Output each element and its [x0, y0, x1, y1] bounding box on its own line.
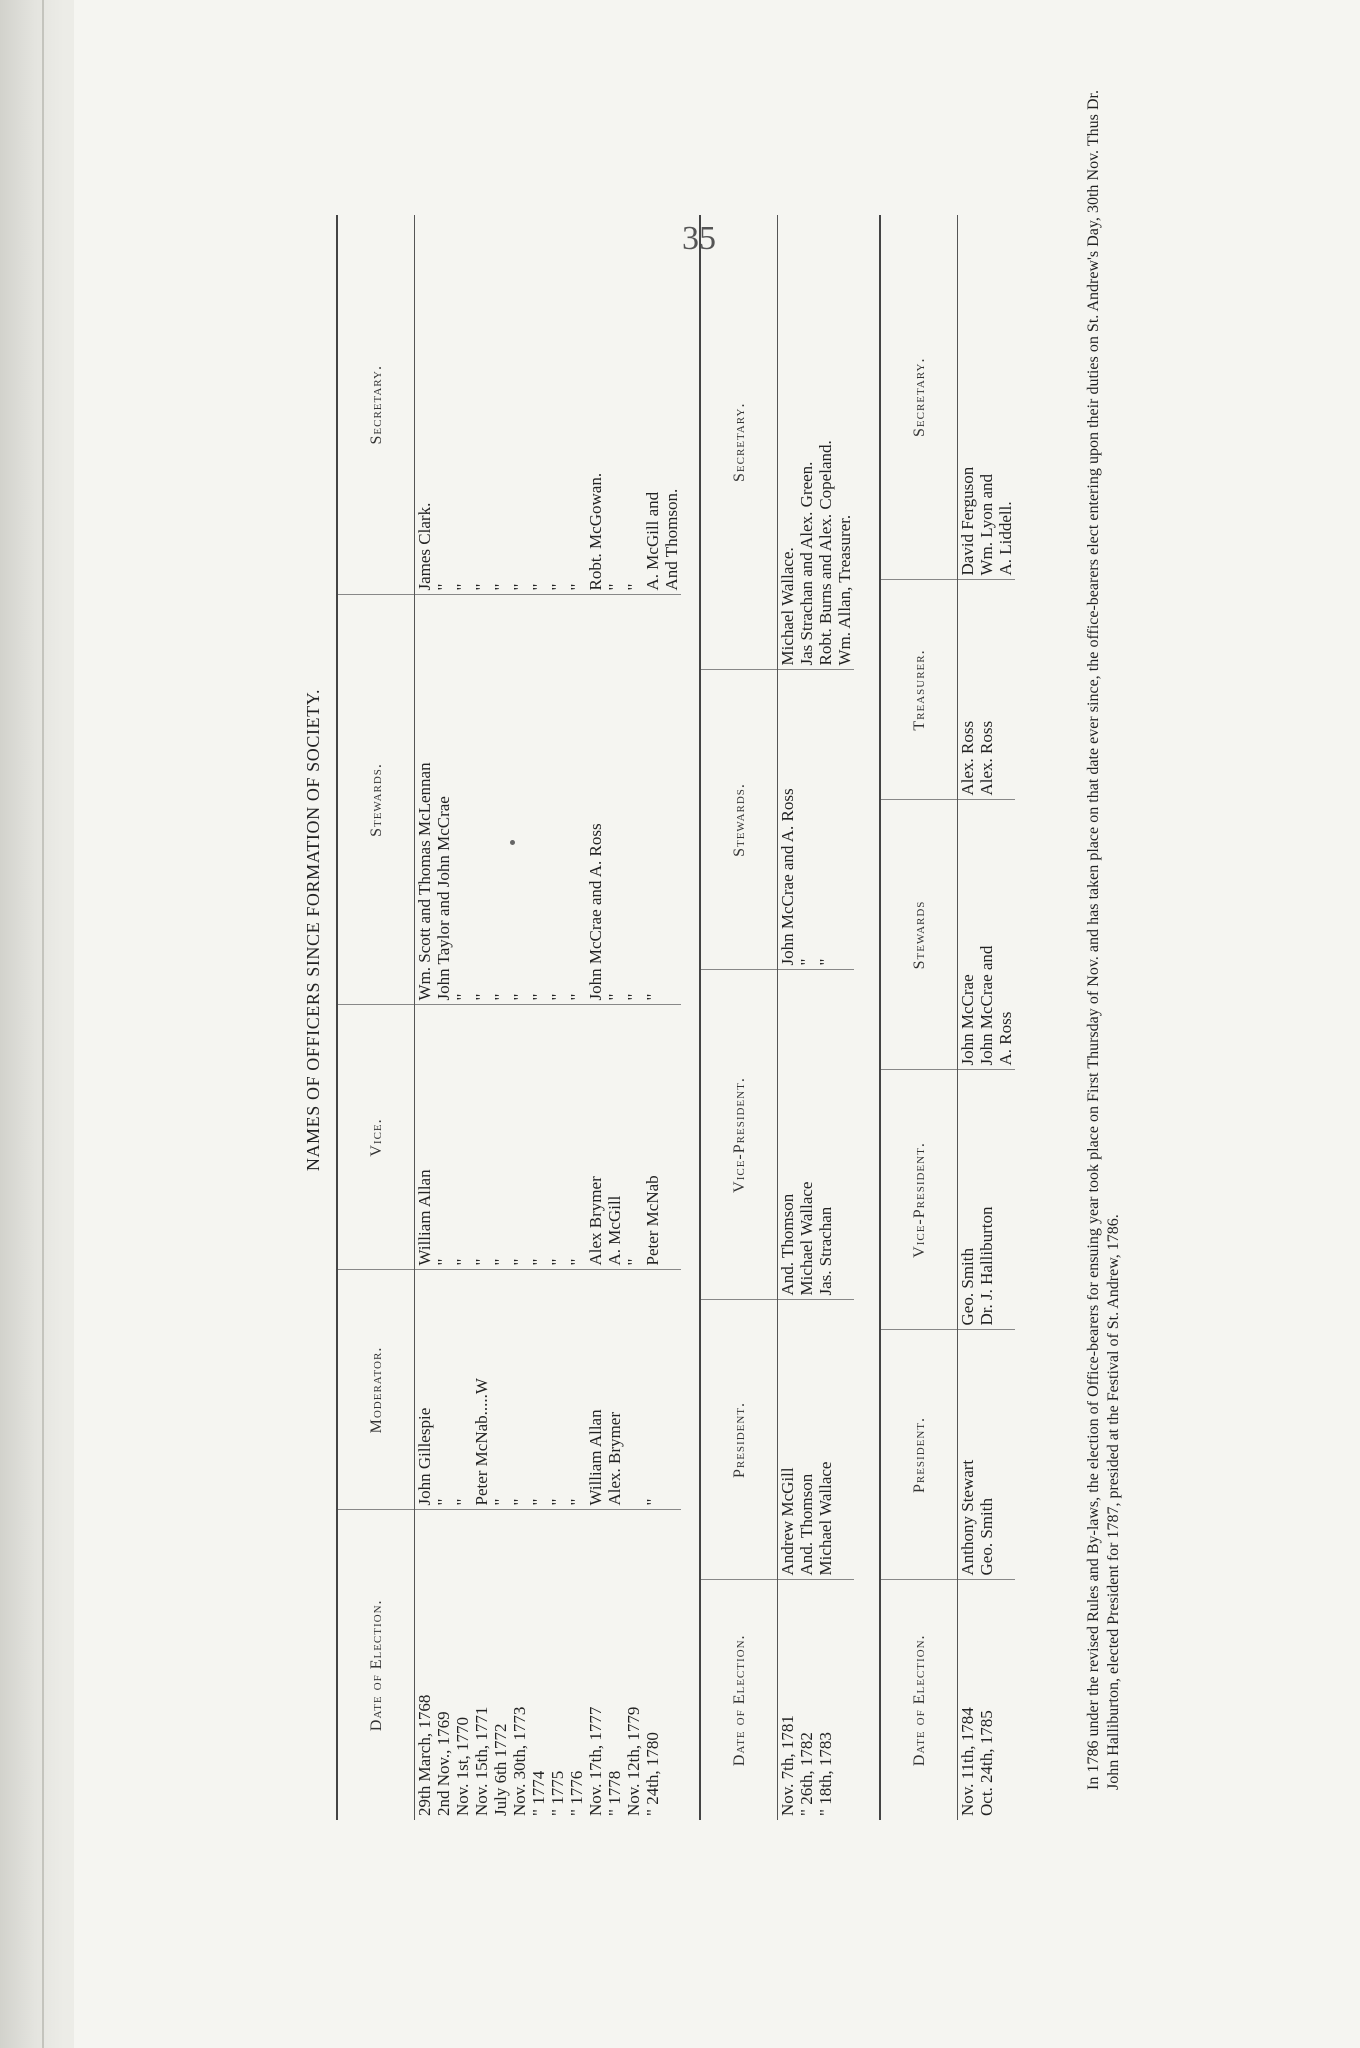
table-cell: Nov. 30th, 1773: [510, 1706, 529, 1816]
table-row: [415, 215, 435, 1820]
table-row: [586, 215, 605, 1820]
table-cell: And Thomson.: [662, 215, 681, 595]
table-cell: ": [567, 595, 586, 1005]
officers-table-1768-1780: [336, 215, 681, 1820]
table-cell: John Taylor and John McCrae: [434, 595, 453, 1005]
table-cell: ": [472, 1005, 491, 1270]
column-header: Stewards.: [337, 595, 415, 1005]
table-cell: Nov. 1st, 1770: [453, 1716, 472, 1816]
table-cell: Wm. Scott and Thomas McLennan: [415, 595, 435, 1005]
table-cell: ": [472, 215, 491, 595]
table-cell: Michael Wallace.: [778, 215, 798, 670]
footnote-paragraph: In 1786 under the revised Rules and By-laws, the election of Office-bearers for ensuing year took place on First Thursday of Nov. and has taken place on that date ever since, the office-bearers elect entering upon their duties on St. Andrew's Day, 30th Nov. Thus Dr. John Halliburton, elected President for 1787, presided at the Festival of St. Andrew, 1786.: [1085, 90, 1122, 1790]
table-cell: Alex. Ross: [958, 580, 978, 800]
table-cell: John McCrae and A. Ross: [586, 595, 605, 1005]
table-cell: ": [529, 215, 548, 595]
table-row: [472, 215, 491, 1820]
table-row: [453, 215, 472, 1820]
table-cell: ": [453, 1270, 472, 1510]
column-header: Stewards: [880, 800, 958, 1070]
column-header: Date of Election.: [880, 1580, 958, 1820]
table-cell: ": [548, 595, 567, 1005]
table-cell: ": [510, 1005, 529, 1270]
table-cell: Peter McNab.....W: [472, 1270, 491, 1510]
binding-edge-line: [42, 0, 44, 2048]
table-cell: Alex Brymer: [586, 1005, 605, 1270]
table-row: [529, 215, 548, 1820]
table-row: [567, 215, 586, 1820]
table-cell: [624, 1270, 643, 1510]
paper-speck: [510, 840, 515, 845]
table-row: [624, 215, 643, 1820]
table-cell: ": [472, 595, 491, 1005]
table-cell: 29th March, 1768: [415, 1694, 434, 1816]
table-cell: ": [567, 215, 586, 595]
column-header: Secretary.: [337, 215, 415, 595]
table-cell: John McCrae and A. Ross: [778, 670, 798, 970]
officers-table-1784-1785: [879, 215, 1015, 1820]
table-cell: Nov. 15th, 1771: [472, 1706, 491, 1816]
table-cell: ": [624, 1005, 643, 1270]
column-header: President.: [880, 1330, 958, 1580]
table-cell: James Clark.: [415, 215, 435, 595]
binding-gutter: [0, 0, 64, 2048]
table-cell: [662, 1005, 681, 1270]
table-cell: David Ferguson: [958, 215, 978, 580]
table-cell: William Allan: [586, 1270, 605, 1510]
table-cell: Geo. Smith: [958, 1070, 978, 1330]
table-cell: Andrew McGill: [778, 1300, 798, 1580]
table-cell: ": [453, 595, 472, 1005]
column-header: Moderator.: [337, 1270, 415, 1510]
table-cell: [835, 670, 854, 970]
table-cell: Wm. Lyon and: [977, 215, 996, 580]
table-cell: Dr. J. Halliburton: [977, 1070, 996, 1330]
table-cell: ": [605, 595, 624, 1005]
table-cell: 2nd Nov., 1769: [434, 1711, 453, 1816]
table-cell: ": [797, 670, 816, 970]
table-row: [816, 215, 835, 1820]
table-cell: ": [434, 1005, 453, 1270]
table-row: [643, 215, 662, 1820]
table-cell: ": [491, 595, 510, 1005]
table-cell: John Gillespie: [415, 1270, 435, 1510]
column-header: Stewards.: [700, 670, 778, 970]
table-cell: And. Thomson: [797, 1300, 816, 1580]
ledger-table: [879, 215, 1015, 1820]
table-cell: John McCrae: [958, 800, 978, 1070]
table-cell: [996, 580, 1015, 800]
table-cell: Nov. 7th, 1781: [778, 1715, 797, 1816]
table-cell: Anthony Stewart: [958, 1330, 978, 1580]
table-cell: " 24th, 1780: [643, 1732, 662, 1816]
table-cell: Michael Wallace: [816, 1300, 835, 1580]
table-cell: Jas Strachan and Alex. Green.: [797, 215, 816, 670]
table-cell: [662, 1270, 681, 1510]
document-page: [74, 0, 1360, 2048]
ledger-table: [336, 215, 681, 1820]
table-cell: ": [491, 1005, 510, 1270]
table-cell: " 18th, 1783: [816, 1732, 835, 1816]
table-cell: ": [434, 215, 453, 595]
table-cell: William Allan: [415, 1005, 435, 1270]
table-cell: ": [643, 1270, 662, 1510]
table-cell: Alex. Ross: [977, 580, 996, 800]
table-cell: ": [548, 1270, 567, 1510]
table-cell: ": [548, 215, 567, 595]
table-cell: A. McGill: [605, 1005, 624, 1270]
table-cell: John McCrae and: [977, 800, 996, 1070]
table-cell: [835, 970, 854, 1300]
table-cell: Oct. 24th, 1785: [977, 1710, 996, 1816]
table-row: [835, 215, 854, 1820]
table-cell: ": [510, 595, 529, 1005]
table-cell: ": [434, 1270, 453, 1510]
column-header: Secretary.: [880, 215, 958, 580]
column-header: Treasurer.: [880, 580, 958, 800]
table-cell: ": [567, 1005, 586, 1270]
column-header: Date of Election.: [337, 1510, 415, 1820]
table-cell: A. McGill and: [643, 215, 662, 595]
table-cell: ": [643, 595, 662, 1005]
table-cell: [662, 1510, 681, 1820]
table-row: [778, 215, 798, 1820]
table-cell: Nov. 11th, 1784: [958, 1707, 977, 1816]
table-cell: ": [510, 1270, 529, 1510]
column-header: Vice.: [337, 1005, 415, 1270]
table-cell: ": [548, 1005, 567, 1270]
table-row: [977, 215, 996, 1820]
table-row: [434, 215, 453, 1820]
table-cell: ": [529, 1005, 548, 1270]
officers-table-1781-1783: [699, 215, 854, 1820]
table-cell: ": [453, 1005, 472, 1270]
table-cell: ": [529, 595, 548, 1005]
column-header: Secretary.: [700, 215, 778, 670]
table-cell: A. Ross: [996, 800, 1015, 1070]
table-cell: " 26th, 1782: [797, 1732, 816, 1816]
table-row: [996, 215, 1015, 1820]
table-cell: Geo. Smith: [977, 1330, 996, 1580]
page-number: 35: [682, 220, 716, 257]
table-cell: [835, 1300, 854, 1580]
table-cell: ": [624, 215, 643, 595]
table-cell: Alex. Brymer: [605, 1270, 624, 1510]
table-row: [510, 215, 529, 1820]
table-cell: [996, 1070, 1015, 1330]
table-cell: " 1775: [548, 1770, 567, 1816]
table-cell: ": [491, 215, 510, 595]
table-row: [605, 215, 624, 1820]
table-cell: ": [816, 670, 835, 970]
table-cell: [835, 1580, 854, 1820]
table-row: [662, 215, 681, 1820]
table-cell: Robt. Burns and Alex. Copeland.: [816, 215, 835, 670]
table-cell: [662, 595, 681, 1005]
table-row: [797, 215, 816, 1820]
table-cell: ": [510, 215, 529, 595]
ledger-table: [699, 215, 854, 1820]
table-cell: Robt. McGowan.: [586, 215, 605, 595]
table-row: [548, 215, 567, 1820]
column-header: Vice-President.: [700, 970, 778, 1300]
table-cell: Michael Wallace: [797, 970, 816, 1300]
table-cell: ": [529, 1270, 548, 1510]
table-cell: A. Liddell.: [996, 215, 1015, 580]
table-cell: ": [491, 1270, 510, 1510]
column-header: Date of Election.: [700, 1580, 778, 1820]
table-cell: ": [605, 215, 624, 595]
table-cell: [996, 1580, 1015, 1820]
table-row: [491, 215, 510, 1820]
page-title: NAMES OF OFFICERS SINCE FORMATION OF SOCIETY.: [303, 688, 323, 1172]
table-cell: And. Thomson: [778, 970, 798, 1300]
table-cell: ": [453, 215, 472, 595]
table-cell: " 1776: [567, 1770, 586, 1816]
table-cell: Nov. 12th, 1779: [624, 1706, 643, 1816]
table-cell: " 1778: [605, 1770, 624, 1816]
table-cell: ": [624, 595, 643, 1005]
table-cell: July 6th 1772: [491, 1723, 510, 1816]
table-cell: ": [567, 1270, 586, 1510]
column-header: Vice-President.: [880, 1070, 958, 1330]
table-cell: " 1774: [529, 1770, 548, 1816]
column-header: President.: [700, 1300, 778, 1580]
table-cell: Jas. Strachan: [816, 970, 835, 1300]
table-cell: Peter McNab: [643, 1005, 662, 1270]
table-row: [958, 215, 978, 1820]
table-cell: Nov. 17th, 1777: [586, 1706, 605, 1816]
rotated-officers-sheet: [304, 40, 1184, 1820]
table-cell: [996, 1330, 1015, 1580]
table-cell: Wm. Allan, Treasurer.: [835, 215, 854, 670]
